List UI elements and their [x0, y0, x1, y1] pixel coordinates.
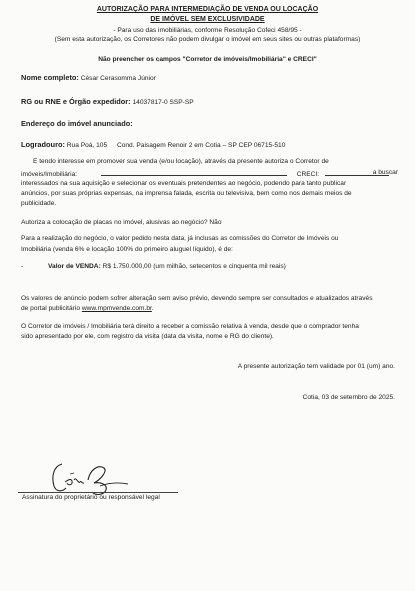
portal-label: de portal publicitário — [21, 305, 81, 312]
rg-label: RG ou RNE e Órgão expedidor: — [21, 97, 131, 106]
paragraph-1-line-4: anúncios, por suas próprias expensas, na imprensa falada, escrita ou televisiva, bem como nos demais meios de — [21, 190, 352, 197]
address-label: Endereço do imóvel anunciado: — [21, 119, 133, 128]
portal-link[interactable]: www.mpmvende.com.br — [81, 305, 152, 312]
paragraph-4-line-1: Os valores de anúncio podem sofrer alteração sem aviso prévio, devendo sempre ser consultados e atualizados através — [21, 295, 373, 302]
document-subtitle-line1: - Para uso das imobiliárias, conforme Resolução Cofeci 458/95 - — [113, 27, 302, 34]
paragraph-1-line-5: publicidade. — [21, 200, 57, 207]
creci-label: CRECI: — [296, 171, 320, 178]
signature-line — [18, 492, 178, 493]
paragraph-4-line-2 — [21, 305, 154, 313]
portal-period: . — [151, 305, 154, 312]
validity-statement: A presente autorização tem validade por 01 (um) ano. — [237, 363, 395, 370]
paragraph-3-line-2: Imobiliária (venda 6% e locação 100% do primeiro aluguel líquido), é de: — [21, 246, 233, 253]
name-value: César Cerasomma Júnior — [80, 75, 156, 82]
paragraph-3-line-1: Para a realização do negócio, o valor pedido nesta data, já inclusas as comissões do Corretor de Imóveis ou — [21, 235, 339, 242]
paragraph-1-line-3: interessados na sua aquisição e selecionar os eventuais pretendentes ao negócio, podendo para tanto publicar — [21, 180, 347, 187]
state-cep-value: – SP CEP 06715-510 — [222, 142, 286, 149]
name-label: Nome completo: — [21, 73, 79, 82]
rg-field — [21, 98, 194, 107]
signature-label: Assinatura do proprietário ou responsável legal — [22, 494, 160, 501]
sale-value-label: Valor de VENDA: — [48, 263, 101, 270]
sale-value-field — [48, 263, 286, 271]
signage-question: Autoriza a colocação de placas no imóvel, alusivas ao negócio? Não — [21, 219, 222, 226]
street-value: Rua Poá, 105 — [66, 142, 108, 149]
paragraph-1-line-1: E tendo interesse em promover sua venda (e/ou locação), através da presente autoriza o Corretor de — [33, 158, 329, 165]
broker-label: imóveis/Imobiliária: — [21, 171, 78, 178]
broker-blank-field — [101, 169, 287, 176]
document-title-line1: AUTORIZAÇÃO PARA INTERMEDIAÇÃO DE VENDA OU LOCAÇÃO — [96, 6, 319, 13]
document-subtitle-line2: (Sem esta autorização, os Corretores não podem divulgar o imóvel em seus sites ou outras plataformas) — [54, 36, 361, 43]
paragraph-5-line-2: sido apresentado por ele, com registro da visita (data da visita, nome e RG do cliente). — [21, 333, 274, 340]
paragraph-5-line-1: O Corretor de imóveis / Imobiliária terá direito a receber a comissão relativa à venda, desde que o comprador tenha — [21, 323, 359, 330]
street-label: Logradouro: — [21, 140, 65, 149]
street-complement: Cond. Paisagem Renoir 2 em — [116, 142, 204, 149]
sale-bullet: - — [21, 263, 24, 270]
rg-value: 14037817-0 SSP-SP — [132, 99, 194, 106]
paragraph-1-line-2 — [21, 169, 398, 179]
city-value: Cotia — [205, 142, 221, 149]
name-field — [21, 74, 156, 83]
paragraph-1-line-2-end: a buscar — [372, 169, 398, 176]
date-place: Cotia, 03 de setembro de 2025. — [302, 394, 395, 401]
sale-value-amount: R$ 1.750.000,00 (um milhão, setecentos e cinquenta mil reais) — [102, 263, 286, 270]
street-field — [21, 141, 285, 150]
document-title-line2: DE IMÓVEL SEM EXCLUSIVIDADE — [150, 16, 265, 23]
fill-warning: Não preencher os campos "Corretor de imóveis/Imobiliária" e CRECI" — [98, 56, 317, 63]
